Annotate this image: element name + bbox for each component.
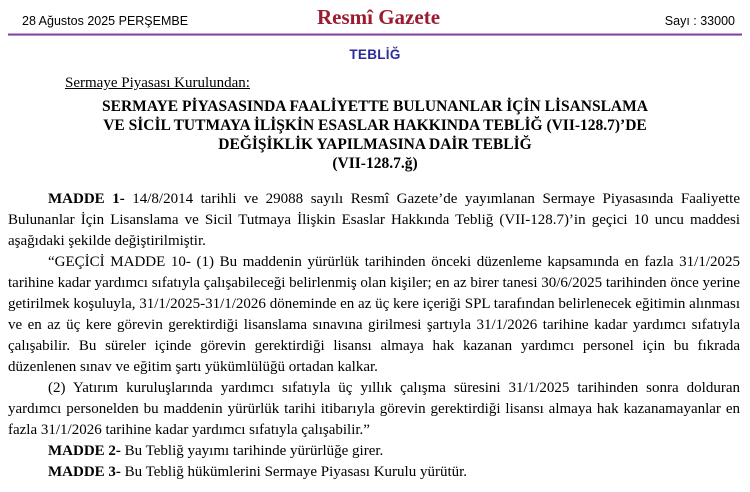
- section-heading-teblig: TEBLİĞ: [349, 47, 401, 62]
- article-paragraph-madde2: [8, 441, 740, 462]
- article-text: Bu Tebliğ hükümlerini Sermaye Piyasası Kurulu yürütür.: [120, 464, 468, 480]
- document-body: [8, 189, 740, 483]
- article-label: MADDE 1-: [48, 191, 125, 207]
- masthead-title: Resmî Gazete: [316, 5, 441, 29]
- article-label: MADDE 3-: [48, 464, 121, 480]
- article-paragraph-fikra2: [8, 378, 740, 441]
- article-text: Bu Tebliğ yayımı tarihinde yürürlüğe girer.: [120, 443, 384, 459]
- title-line-2: VE SİCİL TUTMAYA İLİŞKİN ESASLAR HAKKINDA TEBLİĞ (VII-128.7)’DE: [103, 117, 647, 134]
- title-line-1: SERMAYE PİYASASINDA FAALİYETTE BULUNANLAR İÇİN LİSANSLAMA: [102, 98, 648, 115]
- article-text: 14/8/2014 tarihli ve 29088 sayılı Resmî Gazete’de yayımlanan Sermaye Piyasasında Faaliyette Bulunanlar İçin Lisanslama ve Sicil Tutmaya İlişkin Esaslar Hakkında Tebliğ (VII-128.7)’in geçici 10 uncu maddesi aşağıdaki şekilde değiştirilmiştir.: [8, 191, 741, 249]
- article-paragraph-gecici-madde10: [8, 252, 740, 378]
- article-text: (2) Yatırım kuruluşlarında yardımcı sıfatıyla üç yıllık çalışma süresini 31/1/2025 tarihinden sonra dolduran yardımcı personelden bu maddenin yürürlük tarihi itibarıyla görevin gerektirdiği lisansı almaya hak kazanamayanlar en fazla 31/1/2026 tarihine kadar yardımcı sıfatıyla çalışabilir.”: [8, 380, 740, 438]
- title-line-4: (VII-128.7.ğ): [332, 155, 418, 172]
- issuing-authority: Sermaye Piyasası Kurulundan:: [65, 75, 250, 91]
- title-line-3: DEĞİŞİKLİK YAPILMASINA DAİR TEBLİĞ: [218, 136, 532, 153]
- issue-number: Sayı : 33000: [664, 14, 735, 28]
- article-text: “GEÇİCİ MADDE 10- (1) Bu maddenin yürürlük tarihinden önceki düzenleme kapsamında en fazla 31/1/2025 tarihine kadar yardımcı sıfatıyla çalışabileceği belirlenmiş olan kişiler; en az birer tanesi 30/6/2025 tarihinden önce yerine getirilmek koşuluyla, 31/1/2025-31/1/2026 döneminde en az üç kere içeriği SPL tarafından belirlenecek eğitimin alınması ve en az üç kere görevin gerektirdiği lisanslama sınavına girilmesi şartıyla 31/1/2026 tarihine kadar yardımcı sıfatıyla çalışabilir. Bu süreler içinde görevin gerektirdiği lisansı almaya hak kazanan yardımcı personel için bu fıkrada düzenlenen sınav ve eğitim şartı yükümlülüğü ortadan kalkar.: [8, 254, 740, 375]
- gazette-header: [0, 0, 750, 33]
- issue-date: 28 Ağustos 2025 PERŞEMBE: [22, 14, 189, 28]
- header-divider-rule: [8, 33, 742, 36]
- article-paragraph-madde3: [8, 462, 740, 483]
- article-paragraph-madde1: [8, 189, 740, 252]
- article-label: MADDE 2-: [48, 443, 121, 459]
- notification-title: [0, 97, 750, 173]
